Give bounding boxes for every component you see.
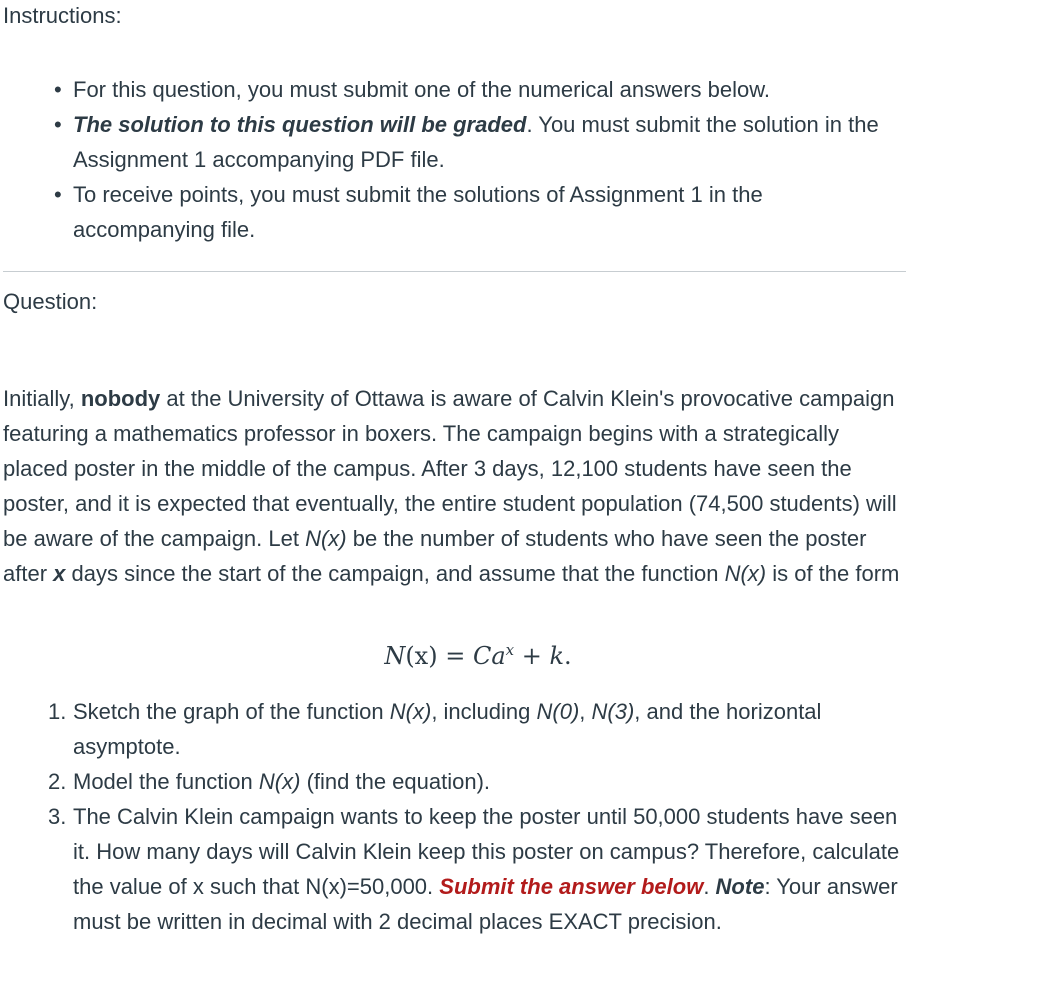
note-label: Note: [715, 874, 765, 899]
list-item: • For this question, you must submit one of the numerical answers below.: [73, 72, 908, 107]
bullet-icon: •: [54, 77, 62, 102]
question-steps-list: [3, 694, 908, 939]
section-divider: [3, 271, 906, 272]
assignment-page: [3, 0, 908, 939]
step-number: 1.: [48, 699, 67, 724]
instructions-heading: Instructions:: [3, 3, 122, 28]
list-item: 3. The Calvin Klein campaign wants to keep the poster until 50,000 students have seen it. How many days will Calvin Klein keep this poster on campus? Therefore, calculate the value of x such that N(x)=50,000. Submit the answer below. Note: Your answer must be written in decimal with 2 decimal places EXACT precision.: [73, 799, 908, 939]
list-item: • To receive points, you must submit the solutions of Assignment 1 in the accompanying file.: [73, 177, 908, 247]
question-heading: Question:: [3, 289, 98, 314]
step-number: 2.: [48, 769, 67, 794]
model-formula: $N(x) = Ca^x + k$.: [384, 641, 572, 670]
list-item: • The solution to this question will be graded. You must submit the solution in the Assignment 1 accompanying PDF file.: [73, 107, 908, 177]
question-paragraph: Initially, nobody at the University of Ottawa is aware of Calvin Klein's provocative campaign featuring a mathematics professor in boxers. The campaign begins with a strategically placed poster in the middle of the campus. After 3 days, 12,100 students have seen the poster, and it is expected that eventually, the entire student population (74,500 students) will be aware of the campaign. Let N(x) be the number of students who have seen the poster after x days since the start of the campaign, and assume that the function N(x) is of the form: [3, 386, 900, 586]
bullet-icon: •: [54, 112, 62, 137]
question-heading-text: Question: [3, 289, 92, 314]
instructions-list: [3, 72, 908, 247]
instructions-heading-text: Instructions: [3, 3, 116, 28]
submit-answer-emphasis: Submit the answer below: [439, 874, 704, 899]
list-item: 1. Sketch the graph of the function N(x), including N(0), N(3), and the horizontal asymptote.: [73, 694, 908, 764]
graded-emphasis: The solution to this question will be graded: [73, 112, 527, 137]
bullet-icon: •: [54, 182, 62, 207]
step-number: 3.: [48, 804, 67, 829]
list-item: 2. Model the function N(x) (find the equation).: [73, 764, 908, 799]
